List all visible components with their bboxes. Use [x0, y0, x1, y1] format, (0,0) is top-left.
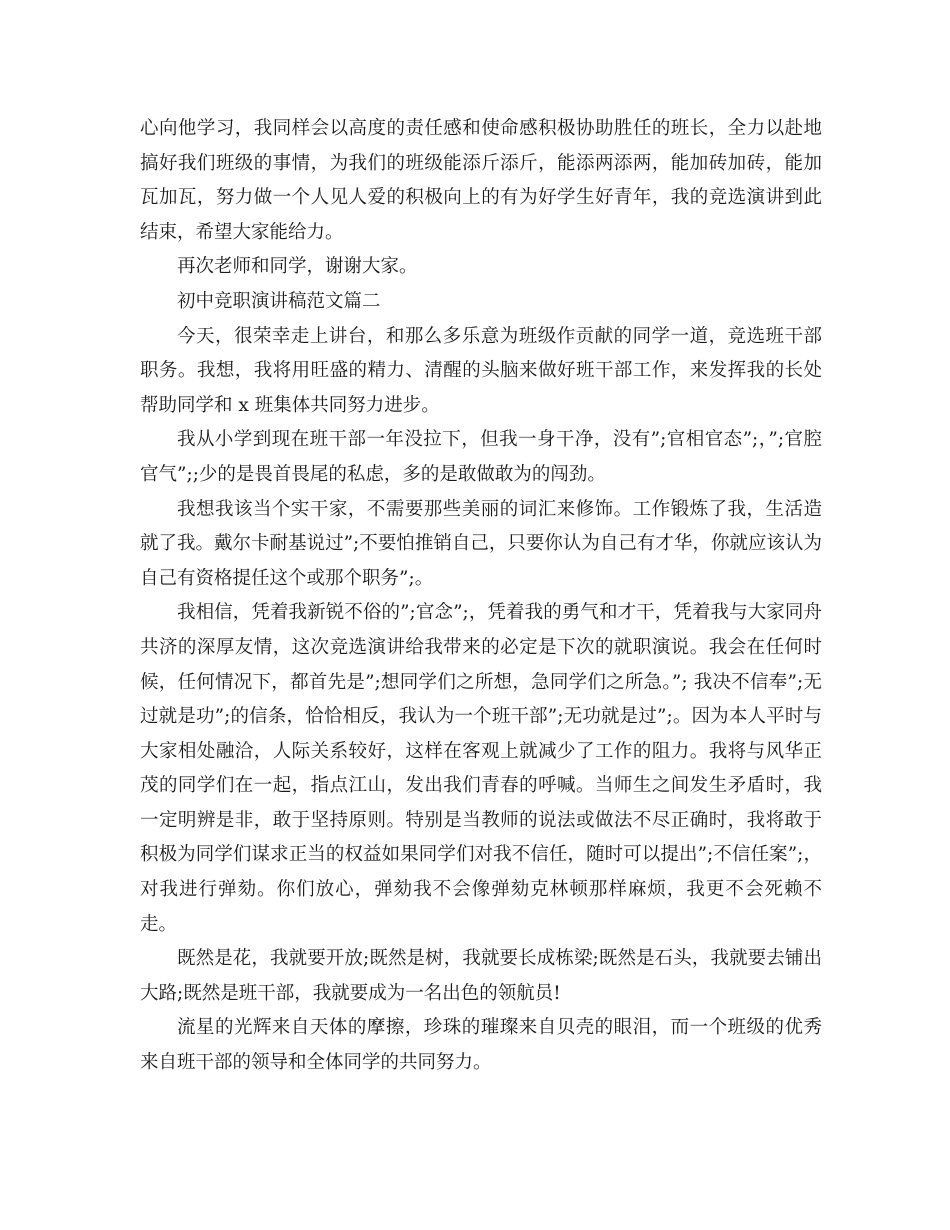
- paragraph-7: 既然是花，我就要开放;既然是树，我就要长成栋梁;既然是石头，我就要去铺出大路;既然是班干部，我就要成为一名出色的领航员!: [140, 948, 822, 1004]
- section-heading: 初中竞职演讲稿范文篇二: [177, 290, 381, 312]
- paragraph-6: 我相信，凭着我新锐不俗的”;官念”;，凭着我的勇气和才干，凭着我与大家同舟共济的深厚友情，这次竞选演讲给我带来的必定是下次的就职演说。我会在任何时候，任何情况下，都首先是”;想同学们之所想，急同学们之所急。”; 我决不信奉”;无过就是功”;的信条，恰恰相反，我认为一个班干部”;无功就是过”;。因为本人平时与大家相处融洽，人际关系较好，这样在客观上就减少了工作的阻力。我将与风华正茂的同学们在一起，指点江山，发出我们青春的呼喊。当师生之间发生矛盾时，我一定明辨是非，敢于坚持原则。特别是当教师的说法或做法不尽正确时，我将敢于积极为同学们谋求正当的权益如果同学们对我不信任，随时可以提出”;不信任案”;， 对我进行弹劾。你们放心，弹劾我不会像弹劾克林顿那样麻烦，我更不会死赖不走。: [140, 602, 822, 935]
- document-page: [140, 112, 822, 1081]
- paragraph-1: 心向他学习，我同样会以高度的责任感和使命感积极协助胜任的班长，全力以赴地搞好我们班级的事情，为我们的班级能添斤添斤，能添两添两，能加砖加砖，能加瓦加瓦，努力做一个人见人爱的积极向上的有为好学生好青年，我的竞选演讲到此结束，希望大家能给力。: [140, 118, 822, 243]
- paragraph-2: 再次老师和同学，谢谢大家。: [177, 256, 418, 278]
- paragraph-3: 今天，很荣幸走上讲台，和那么多乐意为班级作贡献的同学一道，竞选班干部职务。我想，我将用旺盛的精力、清醒的头脑来做好班干部工作，来发挥我的长处帮助同学和 x 班集体共同努力进步。: [140, 325, 822, 416]
- paragraph-5: 我想我该当个实干家，不需要那些美丽的词汇来修饰。工作锻炼了我，生活造就了我。戴尔卡耐基说过”;不要怕推销自己，只要你认为自己有才华，你就应该认为自己有资格提任这个或那个职务”;。: [140, 498, 822, 589]
- paragraph-8: 流星的光辉来自天体的摩擦，珍珠的璀璨来自贝壳的眼泪，而一个班级的优秀来自班干部的领导和全体同学的共同努力。: [140, 1017, 822, 1074]
- paragraph-4: 我从小学到现在班干部一年没拉下，但我一身干净，没有”;官相官态”;，”;官腔官气”;;少的是畏首畏尾的私虑，多的是敢做敢为的闯劲。: [140, 429, 822, 485]
